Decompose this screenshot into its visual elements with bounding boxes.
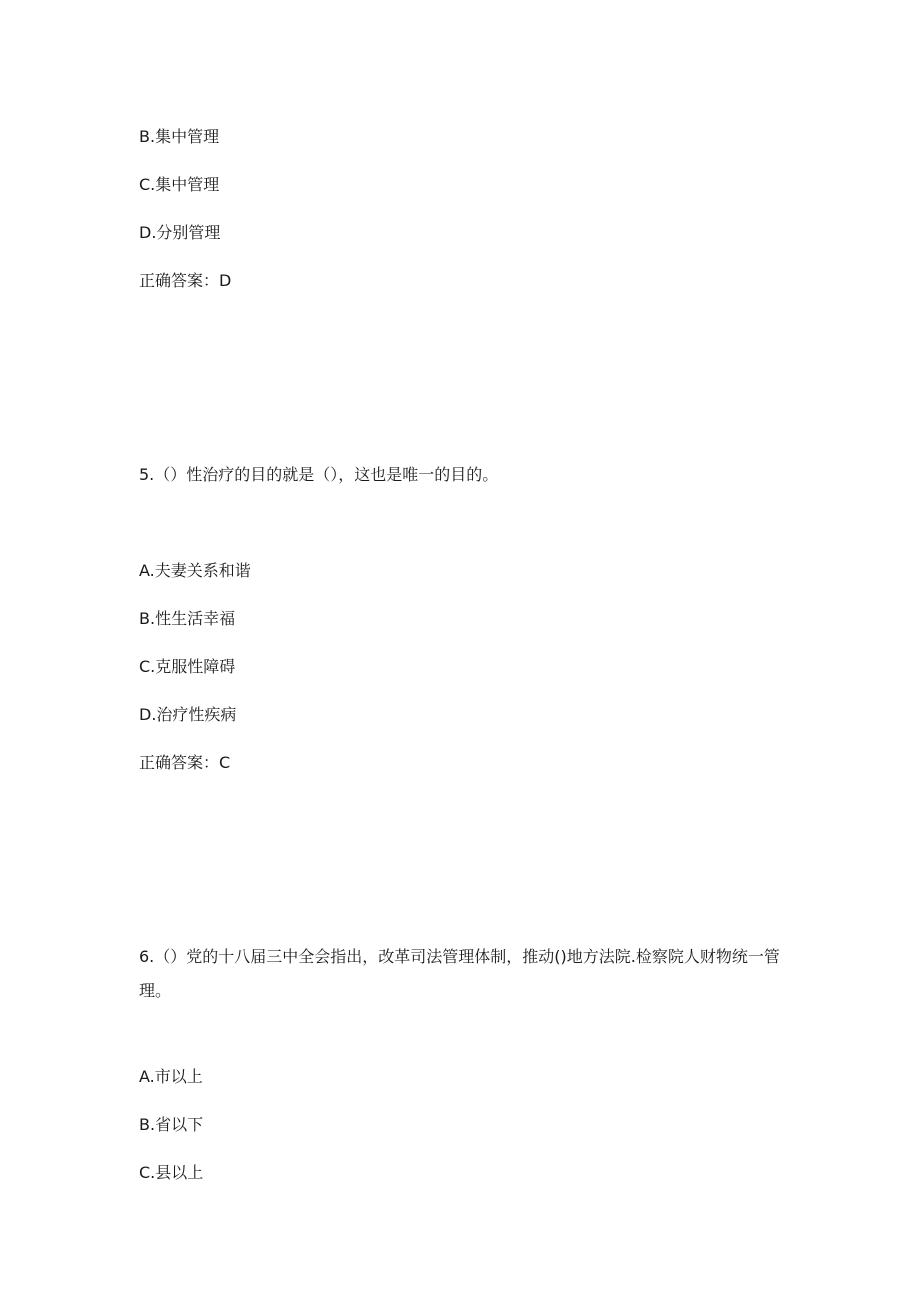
question-stem: 5.（）性治疗的目的就是（），这也是唯一的目的。 [139,465,499,484]
option-d: D.分别管理 [139,223,221,242]
question-stem: 6.（）党的十八届三中全会指出，改革司法管理体制，推动()地方法院.检察院人财物统一管理。 [139,947,780,1000]
correct-answer: 正确答案：C [139,753,231,772]
option-c: C.县以上 [139,1163,204,1182]
option-d: D.治疗性疾病 [139,705,237,724]
option-c: C.克服性障碍 [139,657,236,676]
option-a: A.市以上 [139,1067,203,1086]
option-c: C.集中管理 [139,175,220,194]
option-b: B.集中管理 [139,127,220,146]
option-b: B.性生活幸福 [139,609,236,628]
correct-answer: 正确答案：D [139,271,232,290]
option-b: B.省以下 [139,1115,204,1134]
option-a: A.夫妻关系和谐 [139,561,251,580]
